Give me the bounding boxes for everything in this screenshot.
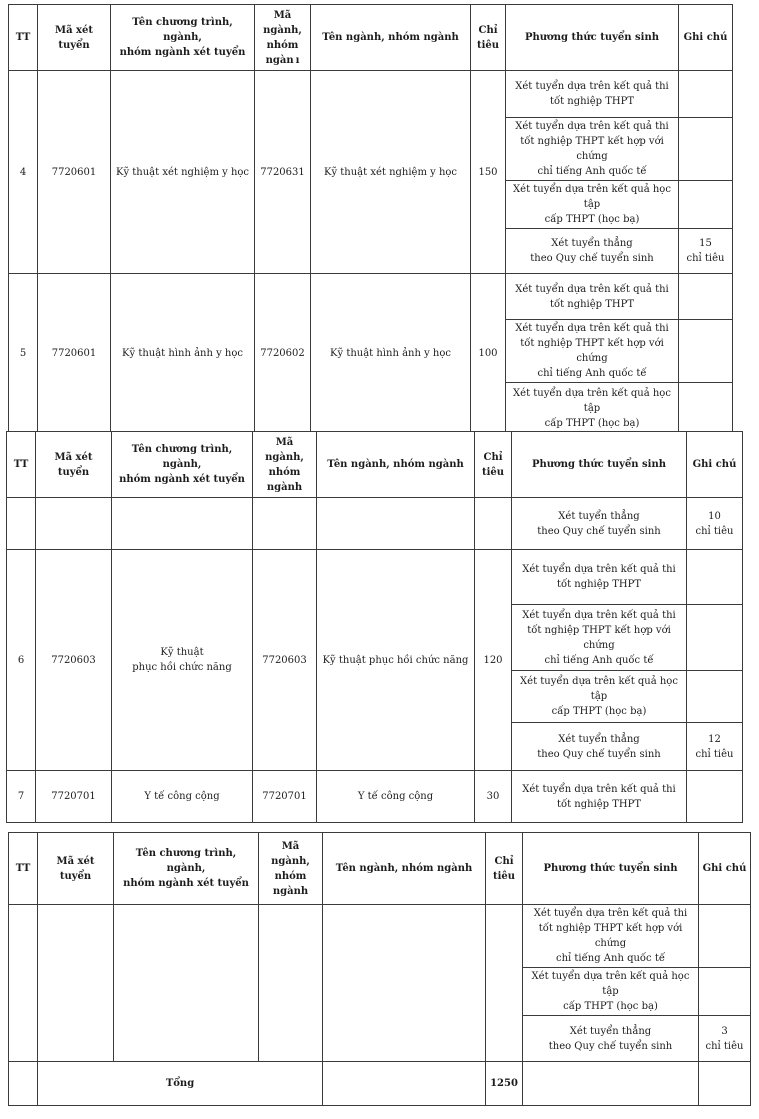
table-row <box>7 498 743 550</box>
col-header-chi-tieu: Chỉ tiêu <box>475 432 512 498</box>
col-header-phuong-thuc: Phương thức tuyển sinh <box>523 833 699 905</box>
cell-phuong-thuc: Xét tuyển dựa trên kết quả học tập cấp THPT (học bạ) <box>506 383 679 434</box>
cell-ghi-chu <box>687 605 743 671</box>
cell-phuong-thuc: Xét tuyển thẳng theo Quy chế tuyển sinh <box>512 498 687 550</box>
cell-ten-nganh: Kỹ thuật hình ảnh y học <box>311 274 471 434</box>
cell-ghi-chu <box>679 118 733 181</box>
cell-ghi-chu <box>699 1062 751 1106</box>
cell-ghi-chu <box>687 671 743 723</box>
admissions-table-2 <box>6 431 743 823</box>
admissions-table-3 <box>8 832 751 1106</box>
col-header-tt: TT <box>7 432 36 498</box>
cell-phuong-thuc: Xét tuyển dựa trên kết quả thi tốt nghiệp THPT <box>506 274 679 320</box>
table-row <box>7 550 743 605</box>
cell-phuong-thuc: Xét tuyển thẳng theo Quy chế tuyển sinh <box>523 1016 699 1062</box>
col-header-ten-nganh: Tên ngành, nhóm ngành <box>311 5 471 71</box>
table-header-row <box>7 432 743 498</box>
cell-ten-nganh <box>323 1062 486 1106</box>
cell-ma-xet-tuyen: 7720601 <box>38 274 111 434</box>
cell-phuong-thuc: Xét tuyển dựa trên kết quả thi tốt nghiệp THPT <box>512 771 687 823</box>
cell-ma-xet-tuyen <box>38 905 114 1062</box>
col-header-tt: TT <box>9 5 38 71</box>
cell-tt <box>7 498 36 550</box>
cell-ma-xet-tuyen: 7720601 <box>38 71 111 274</box>
col-header-phuong-thuc: Phương thức tuyển sinh <box>512 432 687 498</box>
cell-ghi-chu: 15 chỉ tiêu <box>679 229 733 274</box>
cell-ghi-chu: 12 chỉ tiêu <box>687 723 743 771</box>
table-row <box>9 274 733 320</box>
cell-ma-nganh: 7720631 <box>255 71 311 274</box>
cell-ghi-chu: 10 chỉ tiêu <box>687 498 743 550</box>
col-header-ma-nganh: Mã ngành, nhóm ngàn ı <box>255 5 311 71</box>
cell-ghi-chu: 3 chỉ tiêu <box>699 1016 751 1062</box>
table-header-row <box>9 833 751 905</box>
col-header-ma-nganh: Mã ngành, nhóm ngành <box>259 833 323 905</box>
cell-ma-xet-tuyen: 7720701 <box>36 771 112 823</box>
cell-phuong-thuc: Xét tuyển thẳng theo Quy chế tuyển sinh <box>506 229 679 274</box>
cell-ghi-chu <box>687 550 743 605</box>
cell-phuong-thuc: Xét tuyển dựa trên kết quả thi tốt nghiệp THPT <box>512 550 687 605</box>
cell-tt: 4 <box>9 71 38 274</box>
cell-ten-chuong-trinh <box>114 905 259 1062</box>
cell-chi-tieu: 100 <box>471 274 506 434</box>
cell-phuong-thuc: Xét tuyển dựa trên kết quả thi tốt nghiệp THPT kết hợp với chứng chỉ tiếng Anh quốc tế <box>506 118 679 181</box>
cell-ten-nganh: Y tế công cộng <box>317 771 475 823</box>
cell-phuong-thuc: Xét tuyển dựa trên kết quả học tập cấp THPT (học bạ) <box>523 968 699 1016</box>
cell-phuong-thuc: Xét tuyển dựa trên kết quả thi tốt nghiệp THPT kết hợp với chứng chỉ tiếng Anh quốc tế <box>506 320 679 383</box>
cell-tt <box>9 905 38 1062</box>
col-header-ten-nganh: Tên ngành, nhóm ngành <box>323 833 486 905</box>
col-header-ten-chuong-trinh: Tên chương trình, ngành, nhóm ngành xét tuyển <box>114 833 259 905</box>
cell-tt: 6 <box>7 550 36 771</box>
col-header-ma-xet-tuyen: Mã xét tuyển <box>38 833 114 905</box>
col-header-ten-chuong-trinh: Tên chương trình, ngành, nhóm ngành xét tuyển <box>112 432 253 498</box>
cell-phuong-thuc: Xét tuyển dựa trên kết quả học tập cấp THPT (học bạ) <box>506 181 679 229</box>
cell-tt: 5 <box>9 274 38 434</box>
cell-phuong-thuc: Xét tuyển thẳng theo Quy chế tuyển sinh <box>512 723 687 771</box>
cell-tt: 7 <box>7 771 36 823</box>
cell-ma-nganh: 7720603 <box>253 550 317 771</box>
cell-ghi-chu <box>679 71 733 118</box>
table-row <box>7 771 743 823</box>
total-label: Tổng <box>38 1062 323 1106</box>
col-header-tt: TT <box>9 833 38 905</box>
cell-ghi-chu <box>679 181 733 229</box>
cell-chi-tieu <box>486 905 523 1062</box>
cell-ten-chuong-trinh: Kỹ thuật phục hồi chức năng <box>112 550 253 771</box>
cell-ma-nganh: 7720701 <box>253 771 317 823</box>
col-header-ghi-chu: Ghi chú <box>687 432 743 498</box>
cell-ten-chuong-trinh: Y tế công cộng <box>112 771 253 823</box>
cell-ma-nganh <box>259 905 323 1062</box>
cell-ten-chuong-trinh <box>112 498 253 550</box>
admissions-table-1 <box>8 4 733 434</box>
total-row <box>9 1062 751 1106</box>
col-header-ma-xet-tuyen: Mã xét tuyển <box>36 432 112 498</box>
table-row <box>9 905 751 968</box>
cell-ma-nganh <box>253 498 317 550</box>
col-header-ten-nganh: Tên ngành, nhóm ngành <box>317 432 475 498</box>
cell-phuong-thuc <box>523 1062 699 1106</box>
cell-ghi-chu <box>679 320 733 383</box>
col-header-ghi-chu: Ghi chú <box>679 5 733 71</box>
cell-phuong-thuc: Xét tuyển dựa trên kết quả thi tốt nghiệp THPT <box>506 71 679 118</box>
col-header-ghi-chu: Ghi chú <box>699 833 751 905</box>
cell-ten-nganh <box>323 905 486 1062</box>
total-chi-tieu: 1250 <box>486 1062 523 1106</box>
col-header-chi-tieu: Chỉ tiêu <box>486 833 523 905</box>
cell-ten-chuong-trinh: Kỹ thuật xét nghiệm y học <box>111 71 255 274</box>
cell-ghi-chu <box>679 383 733 434</box>
cell-ghi-chu <box>699 968 751 1016</box>
cell-ghi-chu <box>679 274 733 320</box>
cell-phuong-thuc: Xét tuyển dựa trên kết quả học tập cấp THPT (học bạ) <box>512 671 687 723</box>
col-header-ma-nganh: Mã ngành, nhóm ngành <box>253 432 317 498</box>
cell-ghi-chu <box>699 905 751 968</box>
cell-ten-nganh <box>317 498 475 550</box>
col-header-ma-xet-tuyen: Mã xét tuyển <box>38 5 111 71</box>
col-header-ten-chuong-trinh: Tên chương trình, ngành, nhóm ngành xét tuyển <box>111 5 255 71</box>
col-header-chi-tieu: Chỉ tiêu <box>471 5 506 71</box>
cell-ten-nganh: Kỹ thuật xét nghiệm y học <box>311 71 471 274</box>
cell-phuong-thuc: Xét tuyển dựa trên kết quả thi tốt nghiệp THPT kết hợp với chứng chỉ tiếng Anh quốc tế <box>523 905 699 968</box>
cell-ma-xet-tuyen: 7720603 <box>36 550 112 771</box>
table-row <box>9 71 733 118</box>
cell-ten-chuong-trinh: Kỹ thuật hình ảnh y học <box>111 274 255 434</box>
cell-chi-tieu <box>475 498 512 550</box>
cell-chi-tieu: 30 <box>475 771 512 823</box>
cell-ten-nganh: Kỹ thuật phục hồi chức năng <box>317 550 475 771</box>
cell-tt <box>9 1062 38 1106</box>
table-header-row <box>9 5 733 71</box>
cell-chi-tieu: 150 <box>471 71 506 274</box>
cell-ghi-chu <box>687 771 743 823</box>
col-header-phuong-thuc: Phương thức tuyển sinh <box>506 5 679 71</box>
cell-ma-nganh: 7720602 <box>255 274 311 434</box>
cell-ma-xet-tuyen <box>36 498 112 550</box>
cell-phuong-thuc: Xét tuyển dựa trên kết quả thi tốt nghiệp THPT kết hợp với chứng chỉ tiếng Anh quốc tế <box>512 605 687 671</box>
cell-chi-tieu: 120 <box>475 550 512 771</box>
